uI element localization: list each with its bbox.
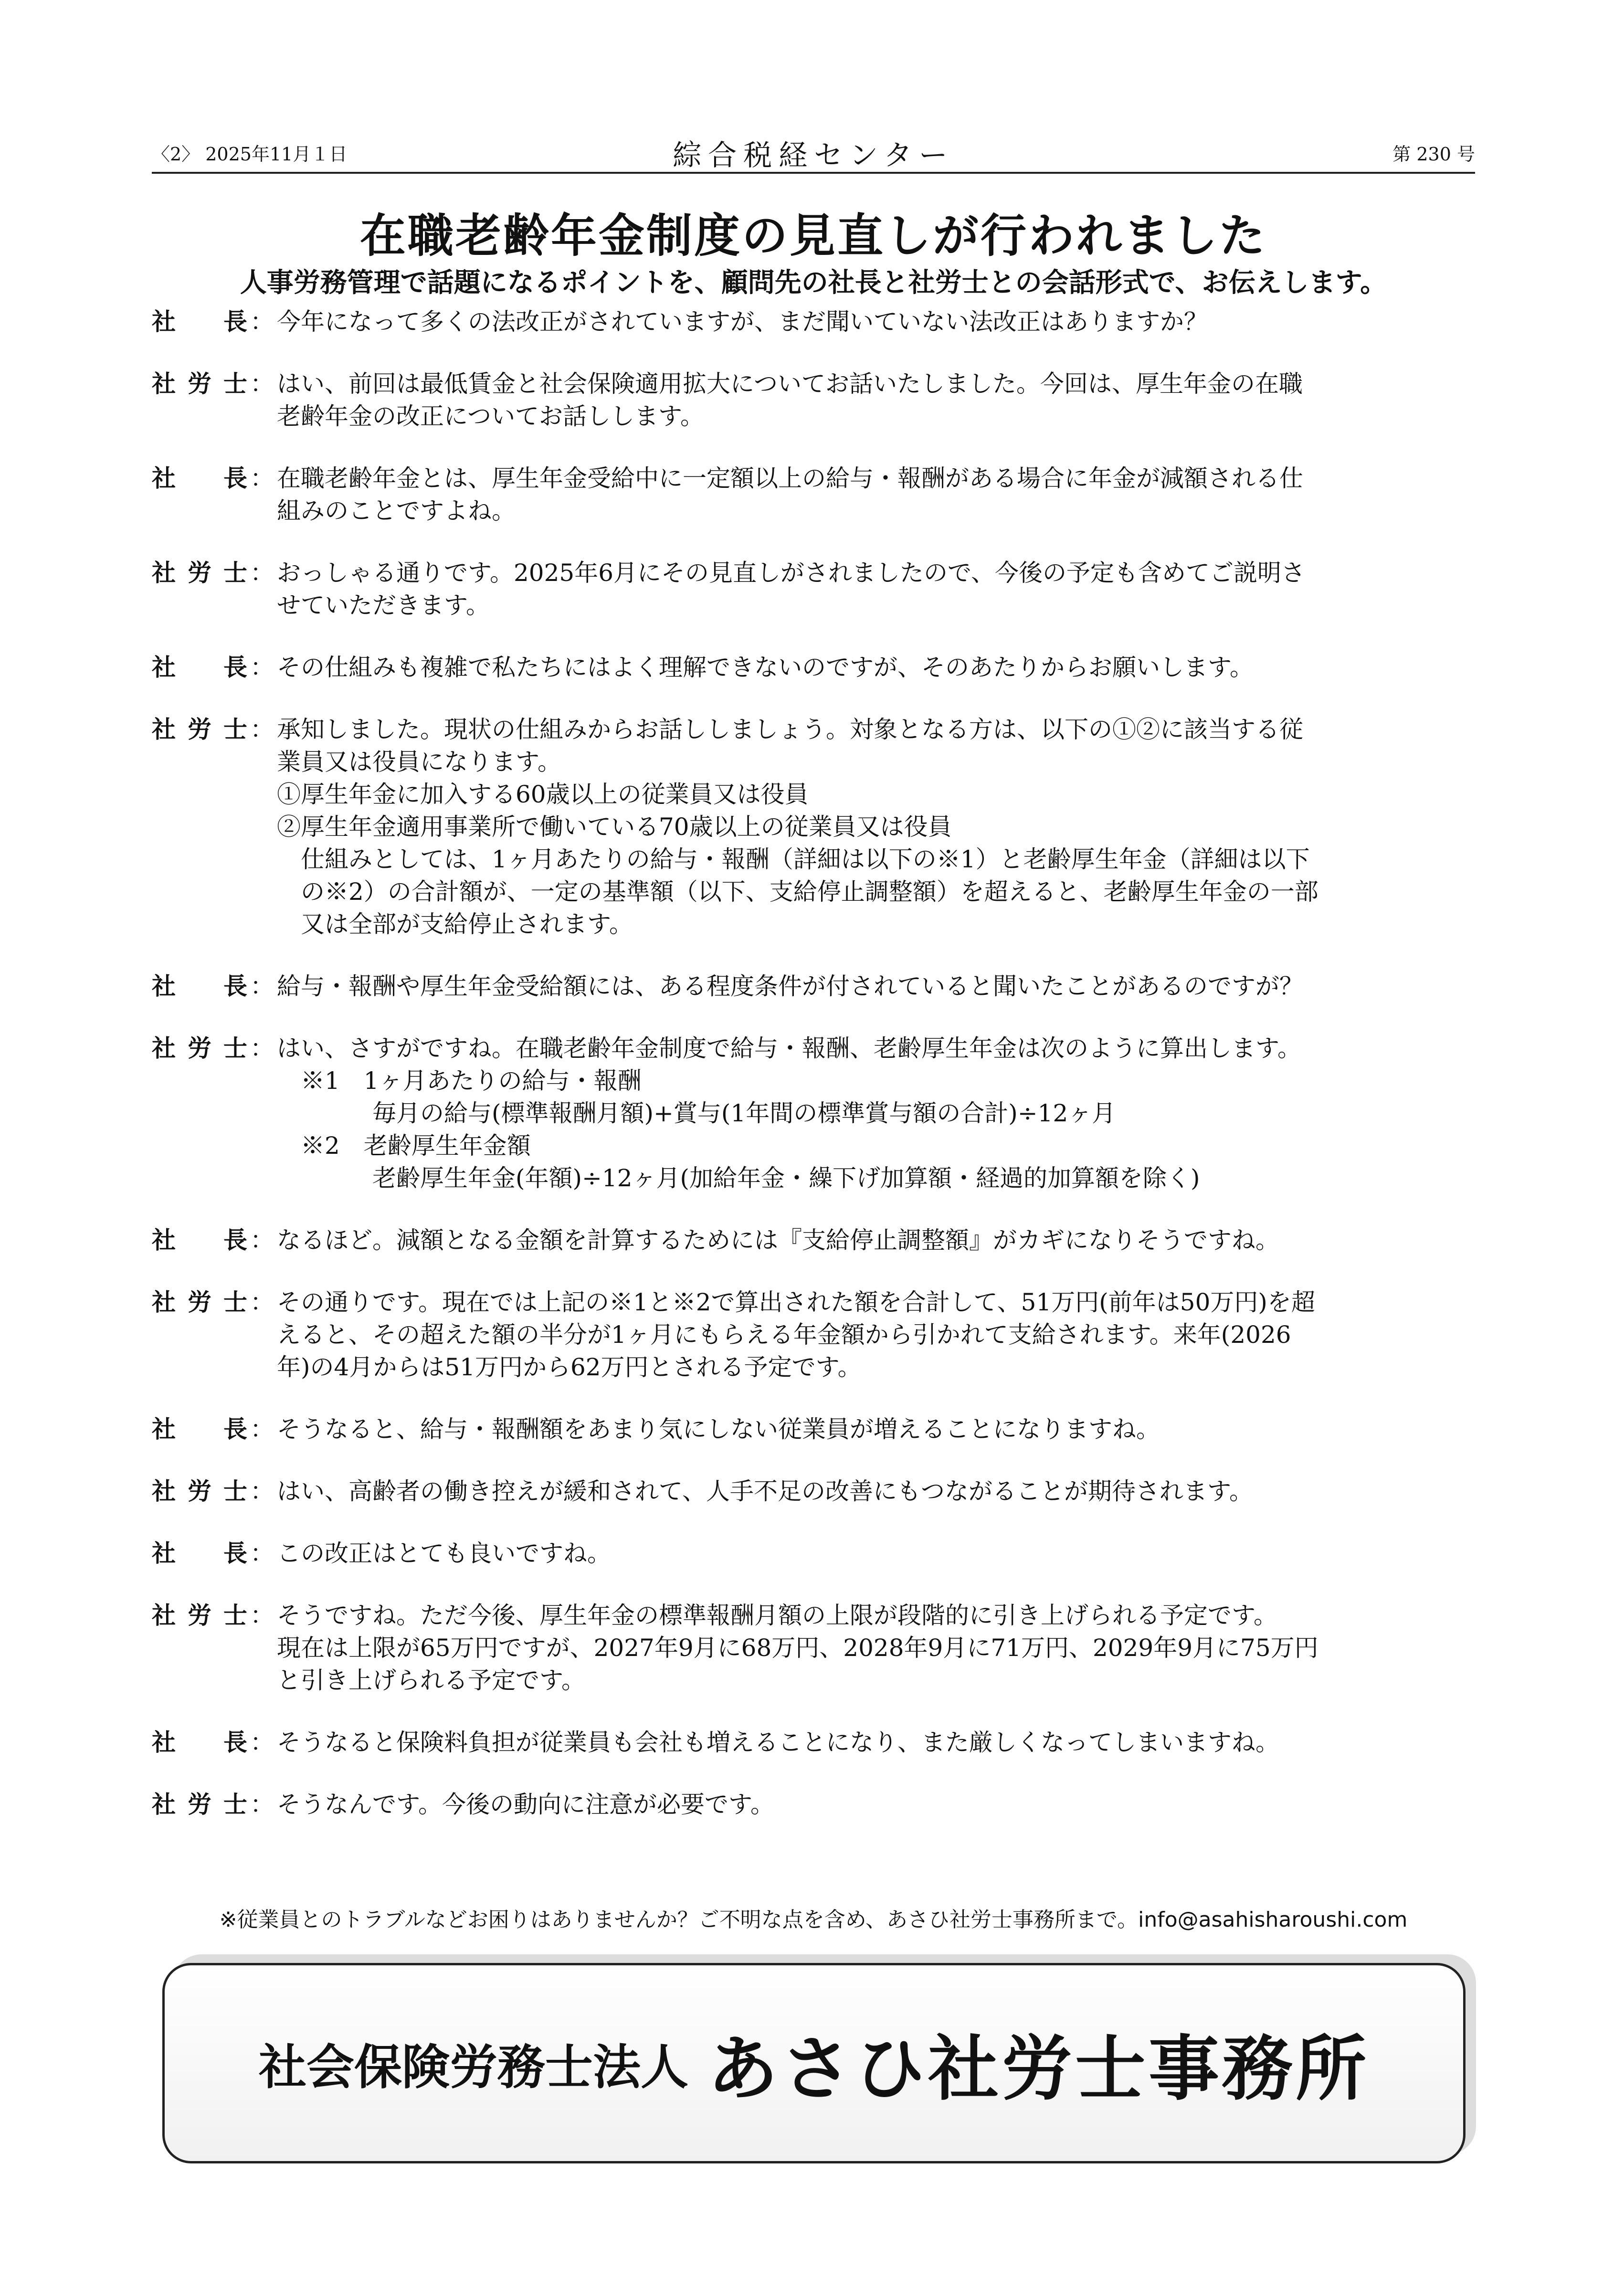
text-line: せていただきます。 — [277, 591, 490, 619]
text-line: と引き上げられる予定です。 — [277, 1666, 585, 1694]
text-line: おっしゃる通りです。2025年6月にその見直しがされましたので、今後の予定も含めてご説明さ — [277, 559, 1306, 587]
dialogue-entry — [152, 651, 1479, 684]
speaker-colon: ： — [250, 559, 274, 587]
dialogue-text — [277, 1788, 1479, 1821]
text-line: その仕組みも複雑で私たちにはよく理解できないのですが、そのあたりからお願いします。 — [277, 654, 1254, 681]
speaker-colon: ： — [250, 308, 274, 336]
speaker-label: 社労士 — [152, 1791, 247, 1818]
text-line: はい、高齢者の働き控えが緩和されて、人手不足の改善にもつながることが期待されます。 — [277, 1477, 1253, 1505]
dialogue-entry — [152, 1599, 1479, 1697]
dialogue-text — [277, 1286, 1479, 1383]
dialogue-entry — [152, 1475, 1479, 1508]
dialogue-entry — [152, 368, 1479, 432]
speaker-colon: ： — [250, 1226, 274, 1254]
firm-prefix: 社会保険労務士法人 — [259, 2039, 688, 2095]
speaker-colon: ： — [250, 1034, 274, 1062]
dialogue-entry — [152, 306, 1479, 338]
text-line: ※2 老齢厚生年金額 — [277, 1132, 531, 1160]
text-line: 年)の4月からは51万円から62万円とされる予定です。 — [277, 1353, 862, 1381]
text-line: 承知しました。現状の仕組みからお話ししましょう。対象となる方は、以下の①②に該当する従 — [277, 716, 1303, 743]
dialogue-text — [277, 970, 1479, 1002]
text-line: 業員又は役員になります。 — [277, 748, 561, 776]
text-line: ※1 1ヶ月あたりの給与・報酬 — [277, 1067, 642, 1095]
speaker-label: 社長 — [152, 1540, 247, 1567]
speaker-colon: ： — [250, 1729, 274, 1756]
speaker-label: 社長 — [152, 464, 247, 492]
dialogue-text — [277, 1726, 1479, 1759]
text-line: 在職老齢年金とは、厚生年金受給中に一定額以上の給与・報酬がある場合に年金が減額される仕 — [277, 464, 1303, 492]
speaker-label: 社労士 — [152, 370, 247, 398]
firm-name: あさひ社労士事務所 — [707, 2027, 1369, 2110]
dialogue-entry — [152, 557, 1479, 622]
footnote: ※従業員とのトラブルなどお困りはありませんか？ご不明な点を含め、あさひ社労士事務所まで。info@asahisharoushi.com — [219, 1908, 1408, 1932]
speaker-label: 社労士 — [152, 559, 247, 587]
text-line: その通りです。現在では上記の※1と※2で算出された額を合計して、51万円(前年は50万円)を超 — [277, 1288, 1315, 1316]
speaker-colon: ： — [250, 1540, 274, 1567]
text-line: はい、さすがですね。在職老齢年金制度で給与・報酬、老齢厚生年金は次のように算出します。 — [277, 1034, 1301, 1062]
text-line: 現在は上限が65万円ですが、2027年9月に68万円、2028年9月に71万円、2029年9月に75万円 — [277, 1634, 1318, 1662]
text-line: ②厚生年金適用事業所で働いている70歳以上の従業員又は役員 — [277, 813, 952, 841]
speaker-colon: ： — [250, 1415, 274, 1443]
dialogue-text — [277, 306, 1479, 338]
dialogue-text — [277, 713, 1479, 940]
publication-name: 綜合税経センター — [673, 139, 954, 172]
text-line: はい、前回は最低賃金と社会保険適用拡大についてお話いたしました。今回は、厚生年金の在職 — [277, 370, 1303, 398]
dialogue — [152, 306, 1479, 1850]
speaker-label: 社長 — [152, 1415, 247, 1443]
speaker-label: 社長 — [152, 654, 247, 681]
speaker-label: 社労士 — [152, 1477, 247, 1505]
dialogue-entry — [152, 970, 1479, 1002]
dialogue-text — [277, 368, 1479, 432]
article-subtitle: 人事労務管理で話題になるポイントを、顧問先の社長と社労士との会話形式で、お伝えします。 — [240, 267, 1387, 298]
dialogue-text — [277, 462, 1479, 527]
text-line: そうなると保険料負担が従業員も会社も増えることになり、また厳しくなってしまいますね。 — [277, 1729, 1279, 1756]
speaker-label: 社長 — [152, 1729, 247, 1756]
issue-date: 〈2〉 2025年11月１日 — [152, 144, 348, 165]
speaker-colon: ： — [250, 1791, 274, 1818]
speaker-colon: ： — [250, 972, 274, 1000]
dialogue-text — [277, 1032, 1479, 1194]
text-line: 今年になって多くの法改正がされていますが、まだ聞いていない法改正はありますか？ — [277, 308, 1208, 336]
dialogue-entry — [152, 1286, 1479, 1383]
dialogue-text — [277, 557, 1479, 622]
article-title: 在職老齢年金制度の見直しが行われました — [360, 209, 1267, 263]
speaker-colon: ： — [250, 464, 274, 492]
text-line: 毎月の給与(標準報酬月額)+賞与(1年間の標準賞与額の合計)÷12ヶ月 — [277, 1099, 1116, 1127]
text-line: 給与・報酬や厚生年金受給額には、ある程度条件が付されていると聞いたことがあるのですが？ — [277, 972, 1303, 1000]
text-line: 仕組みとしては、1ヶ月あたりの給与・報酬（詳細は以下の※1）と老齢厚生年金（詳細は以下 — [277, 845, 1310, 873]
dialogue-entry — [152, 462, 1479, 527]
dialogue-entry — [152, 1788, 1479, 1821]
speaker-label: 社労士 — [152, 1602, 247, 1629]
text-line: えると、その超えた額の半分が1ヶ月にもらえる年金額から引かれて支給されます。来年(2026 — [277, 1321, 1291, 1349]
firm-banner — [162, 1963, 1466, 2163]
dialogue-text — [277, 1599, 1479, 1697]
dialogue-entry — [152, 1726, 1479, 1759]
speaker-colon: ： — [250, 1288, 274, 1316]
speaker-colon: ： — [250, 370, 274, 398]
issue-number: 第 230 号 — [1392, 144, 1475, 165]
dialogue-entry — [152, 1224, 1479, 1256]
text-line: 老齢年金の改正についてお話しします。 — [277, 402, 704, 430]
text-line: そうなると、給与・報酬額をあまり気にしない従業員が増えることになりますね。 — [277, 1415, 1160, 1443]
dialogue-entry — [152, 713, 1479, 940]
dialogue-text — [277, 651, 1479, 684]
text-line: の※2）の合計額が、一定の基準額（以下、支給停止調整額）を超えると、老齢厚生年金の一部 — [277, 878, 1318, 906]
dialogue-text — [277, 1224, 1479, 1256]
text-line: 又は全部が支給停止されます。 — [277, 910, 633, 938]
speaker-colon: ： — [250, 716, 274, 743]
text-line: 組みのことですよね。 — [277, 497, 516, 525]
speaker-label: 社労士 — [152, 716, 247, 743]
dialogue-entry — [152, 1537, 1479, 1570]
speaker-label: 社長 — [152, 1226, 247, 1254]
text-line: なるほど。減額となる金額を計算するためには『支給停止調整額』がカギになりそうですね。 — [277, 1226, 1279, 1254]
page-header — [152, 133, 1475, 174]
speaker-label: 社長 — [152, 308, 247, 336]
dialogue-entry — [152, 1413, 1479, 1445]
dialogue-text — [277, 1537, 1479, 1570]
text-line: ①厚生年金に加入する60歳以上の従業員又は役員 — [277, 780, 809, 808]
speaker-label: 社労士 — [152, 1288, 247, 1316]
text-line: そうなんです。今後の動向に注意が必要です。 — [277, 1791, 774, 1818]
speaker-label: 社労士 — [152, 1034, 247, 1062]
dialogue-entry — [152, 1032, 1479, 1194]
speaker-colon: ： — [250, 1602, 274, 1629]
text-line: そうですね。ただ今後、厚生年金の標準報酬月額の上限が段階的に引き上げられる予定です。 — [277, 1602, 1277, 1629]
dialogue-text — [277, 1413, 1479, 1445]
dialogue-text — [277, 1475, 1479, 1508]
speaker-colon: ： — [250, 1477, 274, 1505]
text-line: この改正はとても良いですね。 — [277, 1540, 611, 1567]
speaker-colon: ： — [250, 654, 274, 681]
speaker-label: 社長 — [152, 972, 247, 1000]
text-line: 老齢厚生年金(年額)÷12ヶ月(加給年金・繰下げ加算額・経過的加算額を除く) — [277, 1164, 1200, 1192]
